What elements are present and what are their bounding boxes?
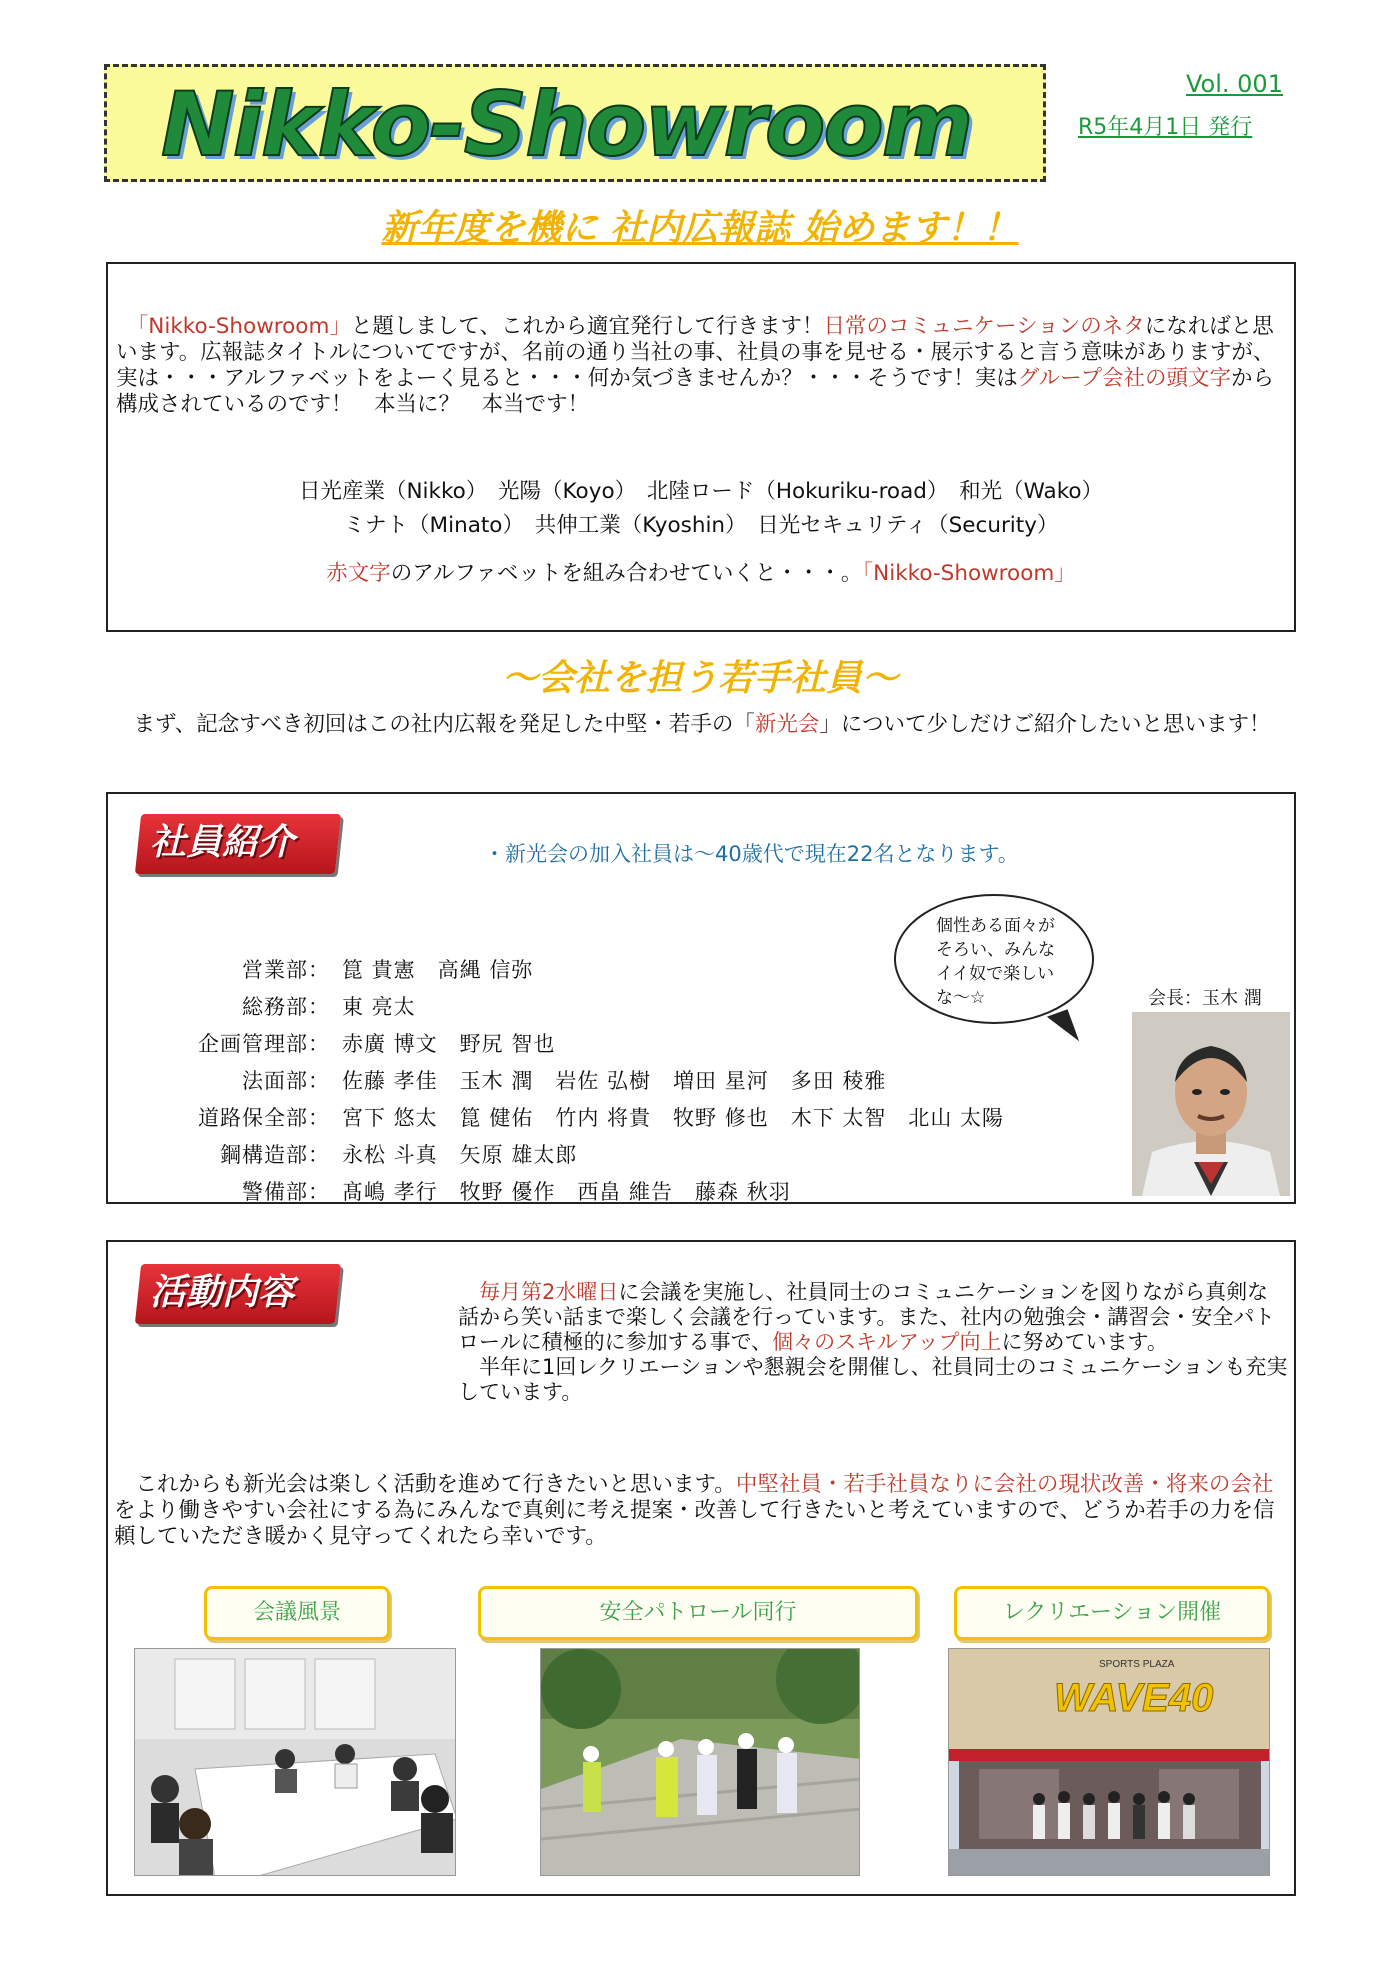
member-count-note: ・新光会の加入社員は～40歳代で現在22名となります。 (484, 842, 1019, 866)
department-row (178, 950, 1004, 987)
speech-text: 個性ある面々がそろい、みんなイイ奴で楽しいな～☆ (936, 916, 1055, 1008)
section-intro-red: 新光会 (754, 712, 820, 737)
sign-subtitle: SPORTS PLAZA (1099, 1659, 1175, 1670)
intro-text-3: から構成されているのです！ 本当に？ 本当です！ (116, 366, 1275, 417)
activity-box (106, 1240, 1296, 1896)
activity-highlight-2: 個々のスキルアップ向上 (772, 1330, 1002, 1354)
member-tag-label: 社員紹介 (150, 822, 295, 863)
speech-bubble (894, 894, 1094, 1024)
intro-conclusion (108, 556, 1294, 587)
department-row (178, 1024, 1004, 1061)
department-name: 警備部： (242, 1179, 330, 1204)
closing-highlight: 中堅社員・若手社員なりに会社の現状改善・将来の会社 (735, 1472, 1274, 1497)
activity-text-1: に会議を実施し、社員同士のコミュニケーションを図りながら真剣な話から笑い話まで楽しく会議を行っています。また、社内の勉強会・講習会・安全パトロールに積極的に参加する事で、 (458, 1280, 1275, 1354)
intro-highlight-2: グループ会社の頭文字 (1017, 366, 1231, 391)
intro-text-1: と題しまして、これから適宜発行して行きます！ (350, 314, 824, 339)
department-list (178, 950, 1004, 1209)
patrol-photo (540, 1648, 860, 1876)
department-row (178, 1061, 1004, 1098)
activity-closing (114, 1472, 1290, 1550)
activity-paragraph (458, 1280, 1288, 1405)
section-intro-b: 」について少しだけご紹介したいと思います！ (819, 712, 1271, 737)
speech-bubble-tail (1047, 1009, 1079, 1048)
department-members: 赤廣 博文 野尻 智也 (342, 1031, 556, 1056)
company-list-line-2 (108, 508, 1294, 539)
department-name: 鋼構造部： (220, 1142, 330, 1167)
activity-tag-label: 活動内容 (150, 1272, 295, 1313)
company-line-2-text: ミナト（Minato） 共伸工業（Kyoshin） 日光セキュリティ（Security） (343, 513, 1059, 538)
conclusion-name: 「Nikko-Showroom」 (862, 561, 1076, 586)
company-list-line-1 (108, 474, 1294, 505)
intro-highlight-1: 日常のコミュニケーションのネタ (823, 314, 1145, 339)
department-members: 宮下 悠太 箟 健佑 竹内 将貴 牧野 修也 木下 太智 北山 太陽 (342, 1105, 1005, 1130)
activity-highlight-1: 毎月第2水曜日 (479, 1280, 619, 1304)
department-row (178, 1098, 1004, 1135)
closing-text-b: をより働きやすい会社にする為にみんなで真剣に考え提案・改善して行きたいと考えていますので、どうか若手の力を信頼していただき暖かく見守ってくれたら幸いです。 (114, 1498, 1275, 1549)
company-line-1-text: 日光産業（Nikko） 光陽（Koyo） 北陸ロード（Hokuriku-road） 和光（Wako） (298, 479, 1104, 504)
department-name: 企画管理部： (198, 1031, 330, 1056)
intro-paragraph (116, 314, 1286, 418)
portrait-illustration (1132, 1012, 1290, 1196)
headline: 新年度を機に 社内広報誌 始めます！！ (381, 208, 1019, 249)
intro-title-red: 「Nikko-Showroom」 (137, 314, 351, 339)
meeting-room-illustration (135, 1649, 456, 1876)
department-row (178, 987, 1004, 1024)
closing-text-a: これからも新光会は楽しく活動を進めて行きたいと思います。 (135, 1472, 736, 1497)
department-members: 箟 貴憲 高縄 信弥 (342, 957, 534, 982)
chairman-label: 会長：玉木 潤 (1148, 988, 1262, 1009)
caption-recreation: レクリエーション開催 (954, 1586, 1270, 1640)
section-title: ～会社を担う若手社員～ (501, 658, 898, 699)
department-members: 永松 斗真 矢原 雄太郎 (342, 1142, 578, 1167)
conclusion-text: のアルファベットを組み合わせていくと・・・。 (390, 561, 863, 586)
meeting-photo (134, 1648, 456, 1876)
department-row (178, 1135, 1004, 1172)
chairman-photo (1132, 1012, 1290, 1196)
department-members: 佐藤 孝佳 玉木 潤 岩佐 弘樹 増田 星河 多田 稜雅 (342, 1068, 887, 1093)
title-banner (104, 64, 1046, 182)
recreation-photo (948, 1648, 1270, 1876)
conclusion-red-word: 赤文字 (326, 561, 391, 586)
section-intro-a: まず、記念すべき初回はこの社内広報を発足した中堅・若手の「 (133, 712, 755, 737)
patrol-illustration (541, 1649, 860, 1876)
department-members: 髙嶋 孝行 牧野 優作 西畠 維告 藤森 秋羽 (342, 1179, 791, 1204)
newsletter-title: Nikko-Showroom (161, 73, 972, 176)
intro-box (106, 262, 1296, 632)
member-section-tag (128, 804, 352, 882)
recreation-illustration (949, 1649, 1270, 1876)
department-name: 営業部： (242, 957, 330, 982)
activity-section-tag (128, 1254, 352, 1332)
department-name: 道路保全部： (198, 1105, 330, 1130)
volume-number: Vol. 001 (1186, 70, 1283, 98)
caption-meeting: 会議風景 (204, 1586, 390, 1640)
sign-logo: WAVE40 (1054, 1676, 1214, 1720)
activity-text-2: に努めています。 (1001, 1330, 1168, 1354)
department-row (178, 1172, 1004, 1209)
caption-patrol: 安全パトロール同行 (478, 1586, 918, 1640)
department-members: 東 亮太 (342, 994, 416, 1019)
department-name: 総務部： (242, 994, 330, 1019)
issue-date: R5年4月1日 発行 (1078, 115, 1253, 140)
member-box (106, 792, 1296, 1204)
section-intro (112, 712, 1292, 738)
intro-text-2: になればと思います。広報誌タイトルについてですが、名前の通り当社の事、社員の事を見せる・展示すると言う意味がありますが、実は・・・アルファベットをよーく見ると・・・何か気づきませんか？・・・そうです！実は (116, 314, 1275, 391)
activity-text-3: 半年に1回レクリエーションや懇親会を開催し、社員同士のコミュニケーションも充実しています。 (458, 1355, 1288, 1404)
department-name: 法面部： (242, 1068, 330, 1093)
